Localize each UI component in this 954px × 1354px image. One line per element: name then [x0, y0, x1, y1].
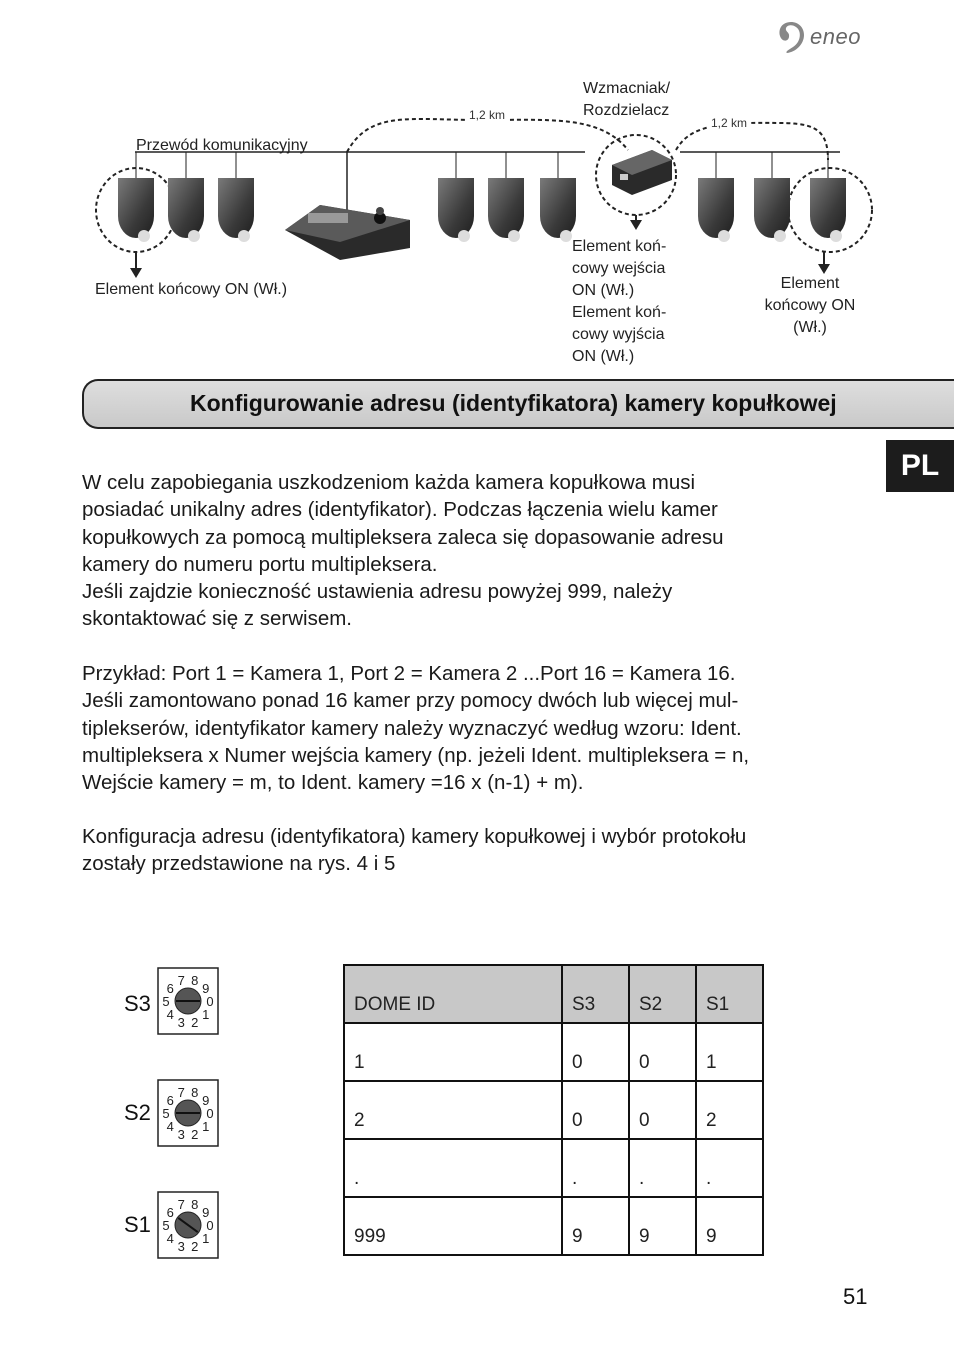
rotary-switch-s1 — [157, 1191, 219, 1259]
table-cell: . — [629, 1139, 696, 1197]
table-cell: 9 — [562, 1197, 629, 1255]
paragraph-3: Konfiguracja adresu (identyfikatora) kamery kopułkowej i wybór protokołu zostały przedstawione na rys. 4 i 5 — [82, 825, 747, 876]
dial-digit: 1 — [202, 1230, 210, 1246]
table-cell: . — [344, 1139, 562, 1197]
table-cell: 9 — [696, 1197, 763, 1255]
dome-camera-8 — [754, 152, 790, 242]
table-row — [344, 1197, 763, 1255]
rotary-switch-s2 — [157, 1079, 219, 1147]
table-cell: 999 — [344, 1197, 562, 1255]
dial-digit: 5 — [162, 994, 170, 1009]
rotary-switch-s3 — [157, 967, 219, 1035]
label-terminator-right: Element końcowy ON (Wł.) — [764, 275, 856, 336]
dome-camera-6 — [540, 152, 576, 242]
dial-digit: 2 — [191, 1126, 199, 1142]
table-cell: 0 — [629, 1023, 696, 1081]
dome-camera-4 — [438, 152, 474, 242]
distance-right: 1,2 km — [708, 116, 750, 130]
dial-digit: 0 — [206, 1218, 214, 1233]
amplifier-box — [612, 150, 672, 195]
dial-digit: 6 — [166, 1093, 174, 1109]
arrow-middle — [630, 220, 642, 230]
label-amplifier: Wzmacniak/ Rozdzielacz — [583, 80, 671, 119]
table-cell: 0 — [562, 1081, 629, 1139]
keyboard-controller — [285, 205, 410, 260]
dial-digit: 4 — [166, 1118, 174, 1134]
language-tab: PL — [886, 440, 954, 492]
label-terminator-middle: Element koń- cowy wejścia ON (Wł.) Element koń- cowy wyjścia ON (Wł.) — [572, 238, 667, 365]
dial-digit: 9 — [202, 981, 210, 997]
dial-digit: 3 — [177, 1238, 185, 1254]
dome-camera-1 — [118, 152, 154, 242]
arrow-left — [130, 268, 142, 278]
table-cell: . — [562, 1139, 629, 1197]
dial-digit: 8 — [191, 973, 199, 989]
dial-digit: 2 — [191, 1014, 199, 1030]
label-cable: Przewód komunikacyjny — [136, 137, 308, 154]
switch-s3-label: S3 — [124, 991, 151, 1016]
dome-camera-7 — [698, 152, 734, 242]
dial-digit: 5 — [162, 1106, 170, 1121]
dome-camera-2 — [168, 152, 204, 242]
long-haul-left — [347, 119, 628, 152]
table-header-cell: S3 — [562, 965, 629, 1023]
dial-digit: 2 — [191, 1238, 199, 1254]
dome-id-table — [343, 964, 764, 1256]
dome-camera-9 — [810, 152, 846, 242]
eneo-logo — [776, 20, 861, 54]
table-cell: 1 — [696, 1023, 763, 1081]
section-heading — [82, 379, 954, 429]
table-cell: 9 — [629, 1197, 696, 1255]
dial-digit: 1 — [202, 1006, 210, 1022]
switch-s1-label: S1 — [124, 1212, 151, 1237]
table-cell: 1 — [344, 1023, 562, 1081]
dial-digit: 7 — [177, 973, 185, 989]
dial-digit: 8 — [191, 1085, 199, 1101]
table-cell: 2 — [696, 1081, 763, 1139]
dial-digit: 1 — [202, 1118, 210, 1134]
dial-digit: 0 — [206, 1106, 214, 1121]
dome-camera-5 — [488, 152, 524, 242]
eneo-swirl-icon — [776, 20, 806, 54]
network-diagram — [80, 70, 900, 300]
table-row — [344, 1139, 763, 1197]
table-header-cell: DOME ID — [344, 965, 562, 1023]
dial-digit: 3 — [177, 1014, 185, 1030]
table-cell: . — [696, 1139, 763, 1197]
table-row — [344, 1081, 763, 1139]
dial-digit: 3 — [177, 1126, 185, 1142]
long-haul-right — [676, 123, 828, 160]
switch-s2-label: S2 — [124, 1100, 151, 1125]
table-header-cell: S1 — [696, 965, 763, 1023]
dial-digit: 7 — [177, 1085, 185, 1101]
dial-digit: 0 — [206, 994, 214, 1009]
dial-digit: 4 — [166, 1006, 174, 1022]
dial-digit: 8 — [191, 1197, 199, 1213]
section-title: Konfigurowanie adresu (identyfikatora) kamery kopułkowej — [190, 390, 837, 416]
table-cell: 0 — [629, 1081, 696, 1139]
dial-digit: 7 — [177, 1197, 185, 1213]
distance-left: 1,2 km — [466, 108, 508, 122]
dial-digit: 9 — [202, 1093, 210, 1109]
dial-digit: 5 — [162, 1218, 170, 1233]
table-row — [344, 1023, 763, 1081]
logo-text: eneo — [810, 24, 861, 49]
table-header-row — [344, 965, 763, 1023]
paragraph-2: Przykład: Port 1 = Kamera 1, Port 2 = Kamera 2 ...Port 16 = Kamera 16. Jeśli zamontowano ponad 16 kamer przy pomocy dwóch lub więcej mul- tiplekserów, identyfikator kamery należy wyznaczyć według wzoru: Ident. multipleksera x Numer wejścia kamery (np. jeżeli Ident. multipleksera = n, Wejście kamery = m, to Ident. kamery =16 x (n-1) + m). — [82, 662, 750, 795]
dome-camera-3 — [218, 152, 254, 242]
table-cell: 2 — [344, 1081, 562, 1139]
label-terminator-left: Element końcowy ON (Wł.) — [95, 281, 288, 298]
dial-digit: 6 — [166, 981, 174, 997]
page-number: 51 — [843, 1284, 868, 1309]
table-header-cell: S2 — [629, 965, 696, 1023]
dial-digit: 6 — [166, 1205, 174, 1221]
dial-digit: 4 — [166, 1230, 174, 1246]
dial-digit: 9 — [202, 1205, 210, 1221]
paragraph-1: W celu zapobiegania uszkodzeniom każda kamera kopułkowa musi posiadać unikalny adres (identyfikator). Podczas łączenia wielu kamer kopułkowych za pomocą multipleksera zaleca się dopasowanie adresu kamery do numeru portu multipleksera. Jeśli zajdzie konieczność ustawienia adresu powyżej 999, należy skontaktować się z serwisem. — [82, 471, 724, 631]
table-cell: 0 — [562, 1023, 629, 1081]
